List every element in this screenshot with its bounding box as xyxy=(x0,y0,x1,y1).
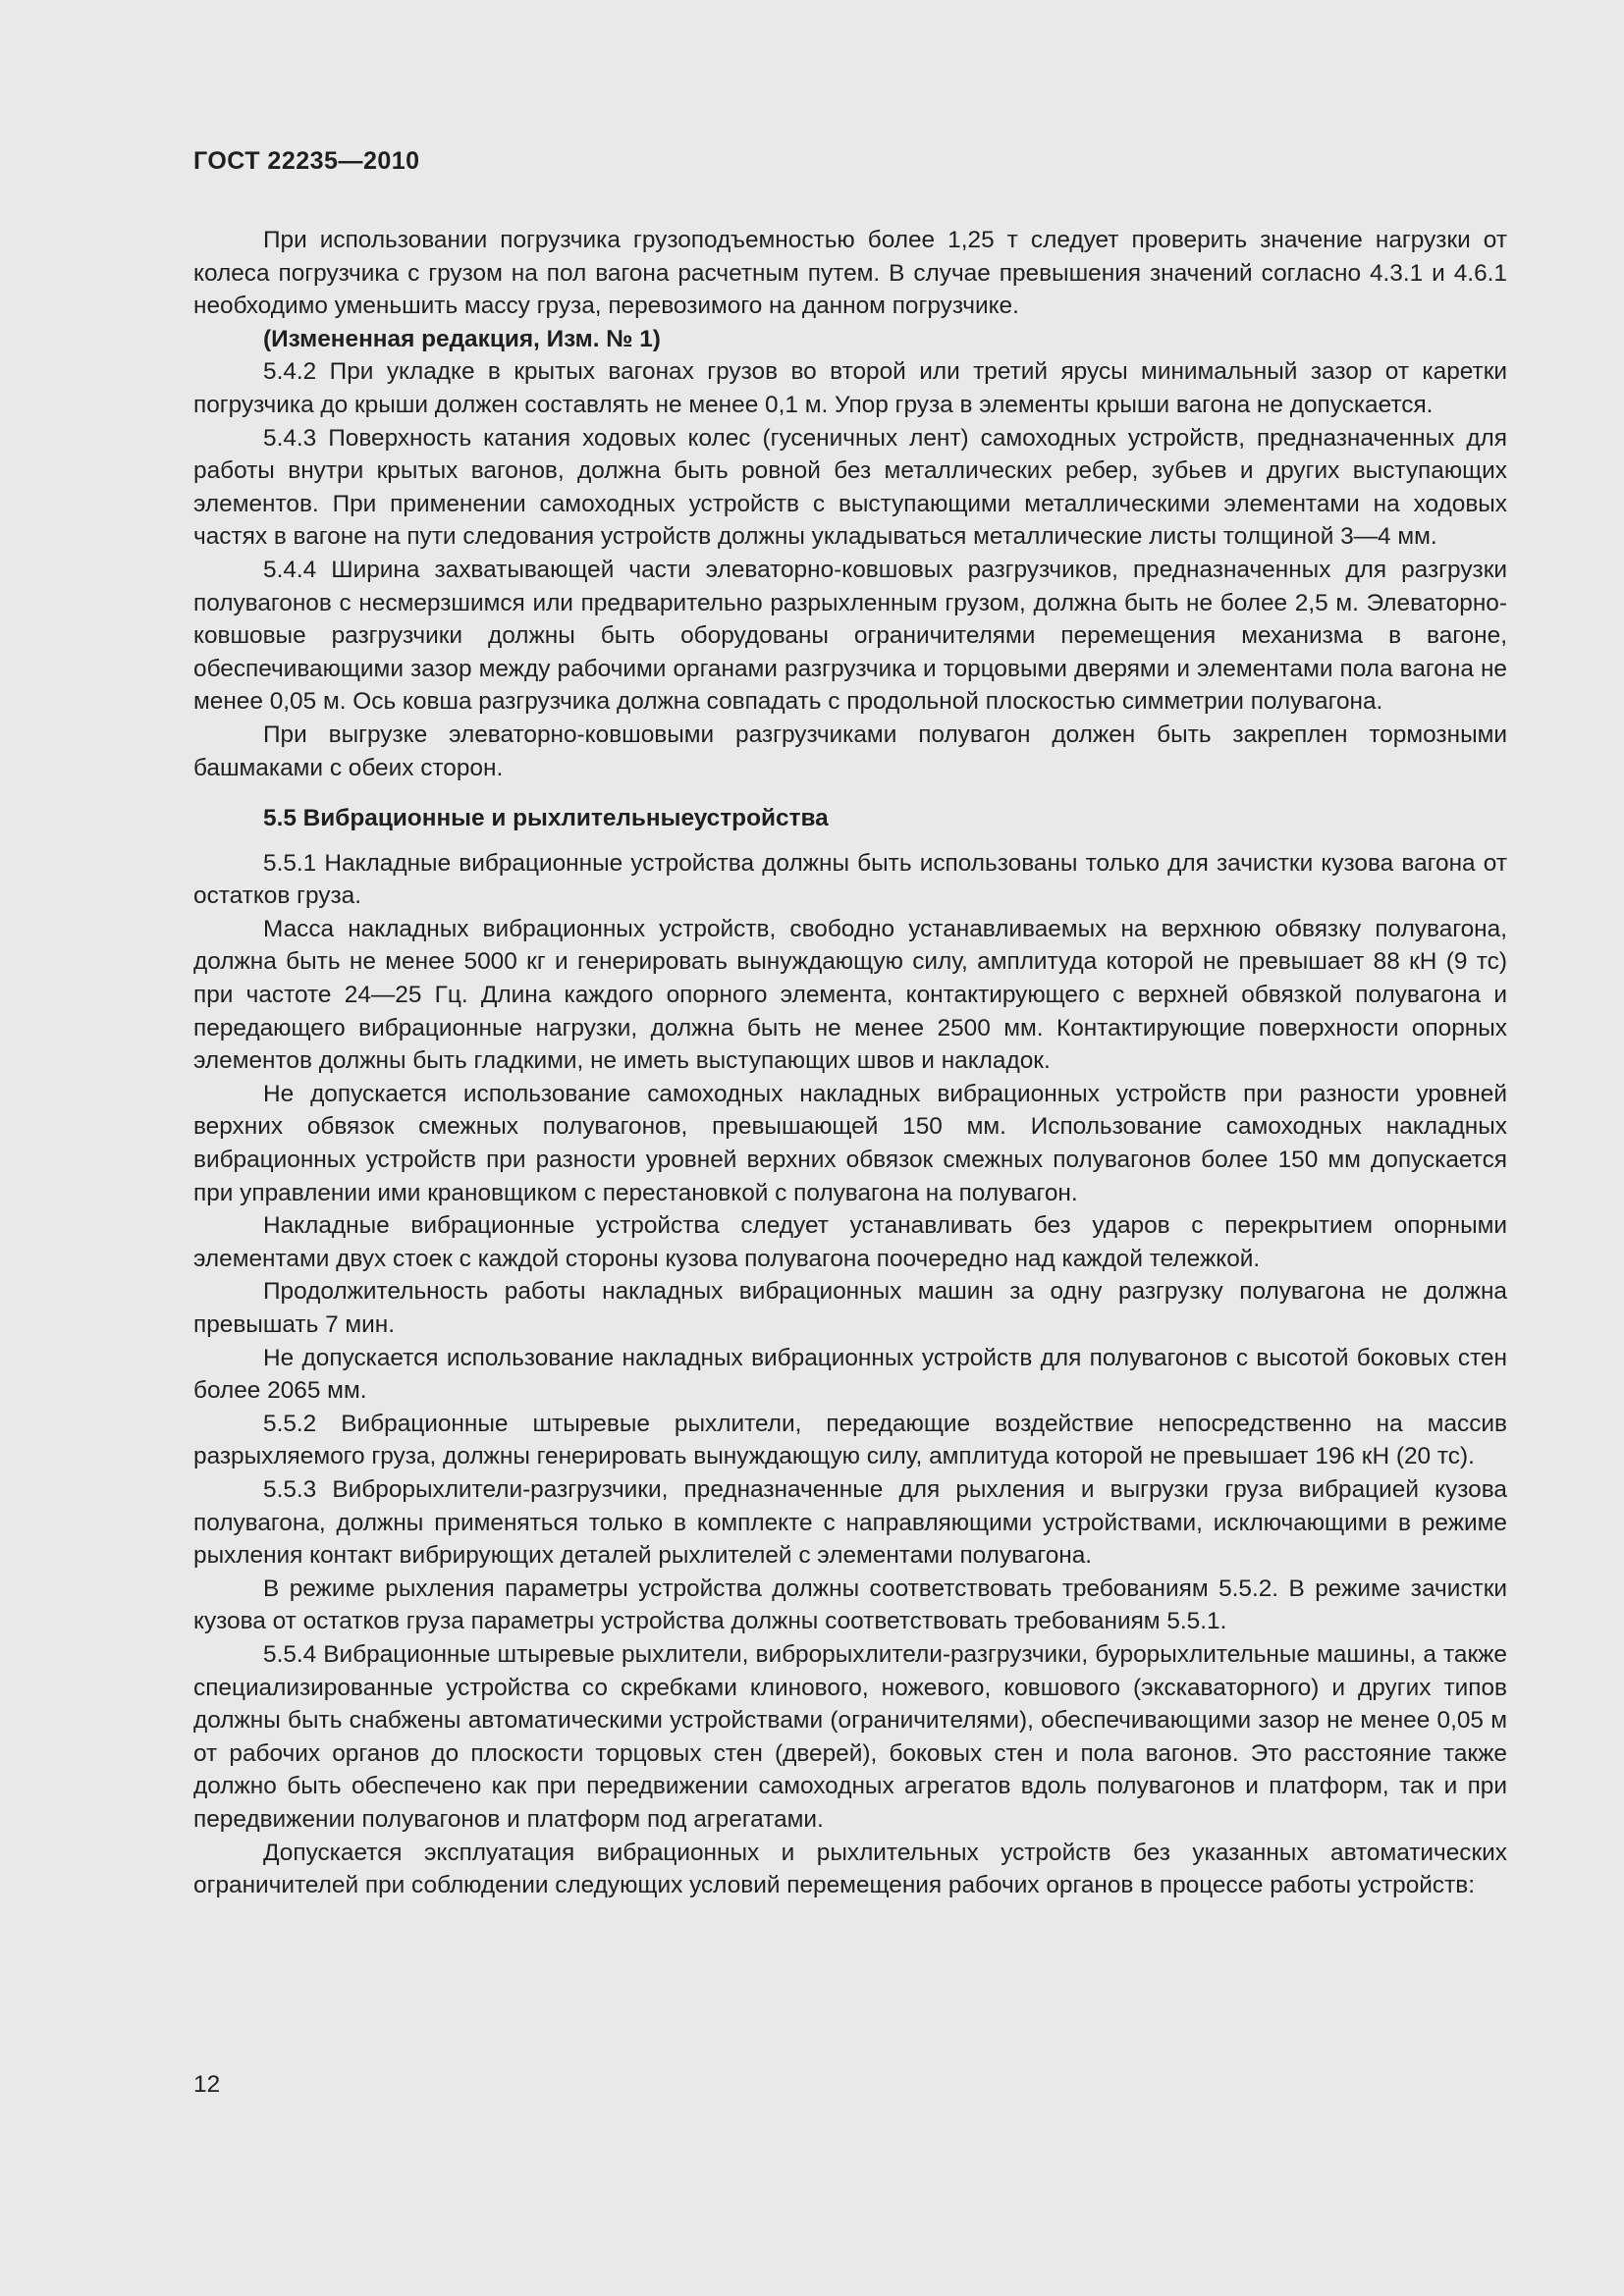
paragraph: Масса накладных вибрационных устройств, свободно устанавливаемых на верхнюю обвязку полувагона, должна быть не менее 5000 кг и генерировать вынуждающую силу, амплитуда которой не превышает 88 кН (9 тс) при частоте 24—25 Гц. Длина каждого опорного элемента, контактирующего с верхней обвязкой полувагона и передающего вибрационные нагрузки, должна быть не менее 2500 мм. Контактирующие поверхности опорных элементов должны быть гладкими, не иметь выступающих швов и накладок. xyxy=(193,915,1507,1075)
paragraph: Не допускается использование накладных вибрационных устройств для полувагонов с высотой боковых стен более 2065 мм. xyxy=(193,1344,1507,1405)
paragraph: Допускается эксплуатация вибрационных и рыхлительных устройств без указанных автоматических ограничителей при соблюдении следующих условий перемещения рабочих органов в процессе работы устройств: xyxy=(193,1839,1507,1899)
paragraph: Продолжительность работы накладных вибрационных машин за одну разгрузку полувагона не должна превышать 7 мин. xyxy=(193,1278,1507,1338)
paragraph-5-5-4: 5.5.4 Вибрационные штыревые рыхлители, виброрыхлители-разгрузчики, бурорыхлительные машины, а также специализированные устройства со скребками клинового, ножевого, ковшового (экскаваторного) и других типов должны быть снабжены автоматическими устройствами (ограничителями), обеспечивающими зазор не менее 0,05 м от рабочих органов до плоскости торцовых стен (дверей), боковых стен и пола вагонов. Это расстояние также должно быть обеспечено как при передвижении самоходных агрегатов вдоль полувагонов и платформ, так и при передвижении полувагонов и платформ под агрегатами. xyxy=(193,1640,1507,1833)
paragraph: Не допускается использование самоходных накладных вибрационных устройств при разности уровней верхних обвязок смежных полувагонов, превышающей 150 мм. Использование самоходных накладных вибрационных устройств при разности уровней верхних обвязок смежных полувагонов более 150 мм допускается при управлении ими крановщиком с перестановкой с полувагона на полувагон. xyxy=(193,1080,1507,1206)
paragraph-5-4-4: 5.4.4 Ширина захватывающей части элеваторно-ковшовых разгрузчиков, предназначенных для разгрузки полувагонов с несмерзшимся или предварительно разрыхленным грузом, должна быть не более 2,5 м. Элеваторно-ковшовые разгрузчики должны быть оборудованы ограничителями перемещения механизма в вагоне, обеспечивающими зазор между рабочими органами разгрузчика и торцовыми дверями и элементами пола вагона не менее 0,05 м. Ось ковша разгрузчика должна совпадать с продольной плоскостью симметрии полувагона. xyxy=(193,556,1507,716)
paragraph: В режиме рыхления параметры устройства должны соответствовать требованиям 5.5.2. В режиме зачистки кузова от остатков груза параметры устройства должны соответствовать требованиям 5.5.1. xyxy=(193,1575,1507,1635)
paragraph-5-4-2: 5.4.2 При укладке в крытых вагонах грузов во второй или третий ярусы минимальный зазор от каретки погрузчика до крыши должен составлять не менее 0,1 м. Упор груза в элементы крыши вагона не допускается. xyxy=(193,358,1507,418)
paragraph: Накладные вибрационные устройства следует устанавливать без ударов с перекрытием опорными элементами двух стоек с каждой стороны кузова полувагона поочередно над каждой тележкой. xyxy=(193,1212,1507,1272)
page-number: 12 xyxy=(193,2071,221,2098)
paragraph: При выгрузке элеваторно-ковшовыми разгрузчиками полувагон должен быть закреплен тормозными башмаками с обеих сторон. xyxy=(193,721,1507,781)
section-heading-5-5: 5.5 Вибрационные и рыхлительныеустройства xyxy=(263,805,829,832)
revision-note: (Измененная редакция, Изм. № 1) xyxy=(263,325,661,352)
document-body xyxy=(193,224,1507,1902)
paragraph-5-5-1: 5.5.1 Накладные вибрационные устройства должны быть использованы только для зачистки кузова вагона от остатков груза. xyxy=(193,849,1507,910)
paragraph: При использовании погрузчика грузоподъемностью более 1,25 т следует проверить значение нагрузки от колеса погрузчика с грузом на пол вагона расчетным путем. В случае превышения значений согласно 4.3.1 и 4.6.1 необходимо уменьшить массу груза, перевозимого на данном погрузчике. xyxy=(193,227,1507,320)
paragraph-5-4-3: 5.4.3 Поверхность катания ходовых колес (гусеничных лент) самоходных устройств, предназначенных для работы внутри крытых вагонов, должна быть ровной без металлических ребер, зубьев и других выступающих элементов. При применении самоходных устройств с выступающими металлическими элементами на ходовых частях в вагоне на пути следования устройств должны укладываться металлические листы толщиной 3—4 мм. xyxy=(193,424,1507,551)
paragraph-5-5-2: 5.5.2 Вибрационные штыревые рыхлители, передающие воздействие непосредственно на массив разрыхляемого груза, должны генерировать вынуждающую силу, амплитуда которой не превышает 196 кН (20 тс). xyxy=(193,1410,1507,1470)
document-header: ГОСТ 22235—2010 xyxy=(193,147,420,175)
paragraph-5-5-3: 5.5.3 Виброрыхлители-разгрузчики, предназначенные для рыхления и выгрузки груза вибрацией кузова полувагона, должны применяться только в комплекте с направляющими устройствами, исключающими в режиме рыхления контакт вибрирующих деталей рыхлителей с элементами полувагона. xyxy=(193,1475,1507,1570)
